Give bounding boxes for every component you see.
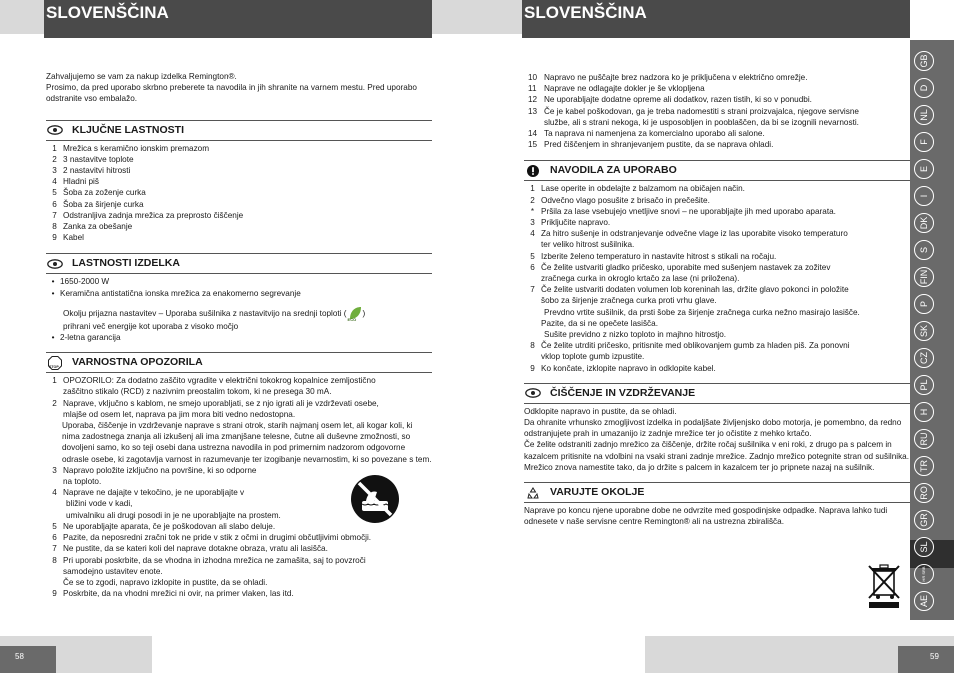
language-tab-gb[interactable]: GB (914, 51, 934, 71)
language-tab-hr-srb[interactable]: HR SRB (914, 564, 934, 584)
list-item: 1 OPOZORILO: Za dodatno zaščito vgradite v električni tokokrog kopalnice zemljostično (52, 376, 376, 386)
features-heading (46, 124, 432, 141)
list-item-cont: zaščitno stikalo (RCD) z nazivnim preostalim tokom, ki ne presega 30 mA. (63, 387, 332, 397)
cleaning-section (524, 383, 910, 473)
product-heading (46, 257, 432, 274)
warnings-continued (524, 72, 910, 150)
page-number-left: 58 (0, 646, 56, 673)
no-bath-warning-icon (350, 474, 400, 528)
instructions-section (524, 160, 910, 373)
list-item: 9 Poskrbite, da na vhodni mrežici ni ovir, na primer vlaken, las itd. (52, 589, 294, 599)
page-number-right: 59 (898, 646, 954, 673)
list-item: * Pršila za lase vsebujejo vnetljive snovi – ne uporabljajte jih med uporabo aparata. (530, 206, 836, 216)
list-item: 2 Odvečno vlago posušite z brisačo in prečešite. (530, 195, 710, 205)
language-tab-nl[interactable]: NL (914, 105, 934, 125)
list-item: 4 Naprave ne dajajte v tekočino, je ne uporabljajte v (52, 488, 245, 498)
language-tab-d[interactable]: D (914, 78, 934, 98)
features-list (46, 143, 432, 244)
list-item-cont: službe, ali s strani nekoga, ki je usposobljen in pooblaščen, da bi se izognili nevarnosti. (544, 117, 859, 127)
list-item: 7 Odstranljiva zadnja mrežica za preprosto čiščenje (52, 210, 244, 220)
list-item: 6 Če želite ustvariti gladko pričesko, uporabite med sušenjem nastavek za zožitev (530, 262, 831, 272)
list-item: 5 Ne uporabljajte aparata, če je poškodovan ali slabo deluje. (52, 521, 276, 531)
list-item: 7 Ne pustite, da se kateri koli del naprave dotakne obraza, vratu ali lasišča. (52, 544, 328, 554)
stop-icon: STOP (46, 357, 64, 369)
list-item: 8 Če želite utrditi pričesko, pritisnite med oblikovanjem gumb za hladen piš. Za ponovni (530, 341, 850, 351)
eye-icon (46, 258, 64, 270)
list-item: 3 2 nastavitvi hitrosti (52, 166, 131, 176)
language-tab-ae[interactable]: AE (914, 591, 934, 611)
list-item: • Keramična antistatična ionska mrežica za enakomerno segrevanje (51, 288, 301, 298)
eye-icon (524, 387, 542, 399)
cleaning-para-1: Odklopite napravo in pustite, da se ohladi. (524, 406, 677, 416)
environment-section (524, 482, 910, 527)
list-item-cont: zračnega curka in okroglo krtačo za lase (ni priložena). (541, 274, 740, 284)
list-item: 8 Zanka za obešanje (52, 222, 133, 232)
list-item: 7 Če želite ustvariti dodaten volumen lob koreninah las, držite glavo pokonci in položite (530, 285, 849, 295)
list-item: 3 Napravo položite izključno na površine, ki so odporne (52, 465, 257, 475)
list-item: 3 Priključite napravo. (530, 218, 611, 228)
language-tab-h[interactable]: H (914, 402, 934, 422)
list-item-cont: bližini vode v kadi, (66, 499, 133, 509)
eco-note: Okolju prijazna nastavitev – Uporaba sušilnika z nastavitvijo na srednji toploti ( ECO ) prihrani več energije kot uporaba z visoko močjo (46, 305, 432, 332)
language-tab-p[interactable]: P (914, 294, 934, 314)
list-item-cont: ter veliko hitrost sušilnika. (541, 240, 635, 250)
list-item: 4 Hladni piš (52, 177, 99, 187)
cleaning-title: ČIŠČENJE IN VZDRŽEVANJE (550, 386, 696, 399)
list-item: 5 Šoba za zoženje curka (52, 188, 146, 198)
language-tab-ru[interactable]: RU (914, 429, 934, 449)
instructions-title: NAVODILA ZA UPORABO (550, 164, 677, 177)
exclamation-icon (524, 165, 542, 177)
list-item-cont: Prevdno vrtite sušilnik, da prsti šobe za širjenje zračnega curka nežno masirajo lasišče. (544, 307, 860, 317)
instructions-heading (524, 164, 910, 181)
language-tab-sl[interactable]: SL (914, 537, 934, 557)
list-item: 2 Naprave, vključno s kablom, ne smejo uporabljati, se z njo igrati ali je vzdrževati osebe, (52, 398, 379, 408)
list-item: 4 Za hitro sušenje in odstranjevanje odvečne vlage iz las uporabite visoko temperaturo (530, 229, 848, 239)
language-tab-sk[interactable]: SK (914, 321, 934, 341)
product-title: LASTNOSTI IZDELKA (72, 257, 180, 270)
language-tab-tr[interactable]: TR (914, 456, 934, 476)
list-item-cont: šobo za širjenje zračnega curka proti vrhu glave. (541, 296, 717, 306)
list-item: 14 Ta naprava ni namenjena za komercialno uporabo ali salone. (528, 129, 765, 139)
list-item-cont: samodejno ustavitev enote. (63, 566, 163, 576)
cleaning-heading (524, 387, 910, 404)
cleaning-para-3: Če želite odstraniti zadnjo mrežico za čiščenje, držite ročaj sušilnika v eni roki, z drugo pa s palcem in kazalcem pritisnite na vdolbini na vsaki strani zadnje mrežice. Zadnjo mrežico potegnite stran od sušilnika. (524, 440, 909, 461)
cleaning-para-4: Mrežico znova namestite tako, da jo držite s palcem in kazalcem ter jo pripnete nazaj na sušilnik. (524, 462, 875, 472)
list-item: 12 Ne uporabljajte dodatne opreme ali dodatkov, razen tistih, ki so v ponudbi. (528, 95, 812, 105)
list-item-cont: Uporaba, čiščenje in vzdrževanje naprave s strani otrok, starih najmanj osem let, ali kogar koli, ki nima zadostnega znanja ali izkušenj ali ima zmanjšane telesne, čutne ali duševne zmožnosti, so dovoljeni samo, ko so teji osebi dana ustrezna navodila in pod primernim nadzorom odgovorne odrasle osebe, ki zagotavlja varnost in razumevanje ter izogibanje nevarnostim, ki so povezane s tem. (62, 421, 432, 464)
language-tab-pl[interactable]: PL (914, 375, 934, 395)
list-item: 9 Ko končate, izklopite napravo in odklopite kabel. (530, 363, 716, 373)
page-title-left: SLOVENŠČINA (44, 0, 432, 38)
warnings-heading (46, 356, 432, 373)
right-column (524, 72, 910, 528)
product-section (46, 253, 432, 343)
environment-title: VARUJTE OKOLJE (550, 486, 645, 499)
list-item: 5 Izberite želeno temperaturo in nastavite hitrost s stikali na ročaju. (530, 251, 777, 261)
language-tab-cz[interactable]: CZ (914, 348, 934, 368)
crossed-bin-icon (866, 563, 902, 613)
intro-line-1: Zahvaljujemo se vam za nakup izdelka Remington®. (46, 72, 237, 81)
features-title: KLJUČNE LASTNOSTI (72, 123, 185, 136)
warnings-title: VARNOSTNA OPOZORILA (72, 356, 203, 369)
list-item: • 1650-2000 W (51, 277, 110, 287)
cleaning-para-2: Da ohranite vrhunsko zmogljivost izdelka in podaljšate življenjsko dobo motorja, je pomembno, da redno odstranjujete prah in umazanijo iz zadnje mrežice ter jo očistite z mehko krtačo. (524, 418, 902, 439)
page-title-right: SLOVENŠČINA (522, 0, 910, 38)
recycle-icon (524, 487, 542, 499)
list-item: 2 3 nastavitve toplote (52, 154, 134, 164)
list-item-cont: Sušite previdno z nizko toploto in majhno hitrostjo. (544, 330, 727, 340)
list-item: 1 Lase operite in obdelajte z balzamom na običajen način. (530, 184, 745, 194)
list-item-cont: umivalniku ali drugi posodi in je ne uporabljajte na prostem. (66, 510, 281, 520)
list-item: 11 Naprave ne odlagajte dokler je še vklopljena (528, 84, 705, 94)
intro-line-2: Prosimo, da pred uporabo skrbno preberete ta navodila in jih shranite na varnem mestu. Pred uporabo odstranite vso embalažo. (46, 83, 417, 104)
list-item: 1 Mrežica s keramično ionskim premazom (52, 143, 210, 153)
list-item: 13 Če je kabel poškodovan, ga je treba nadomestiti s strani proizvajalca, njegove servisne (528, 106, 859, 116)
language-tab-s[interactable]: S (914, 240, 934, 260)
list-item-cont: mlajše od osem let, naprava pa jim mora biti vedno nedostopna. (63, 409, 296, 419)
language-tab-fin[interactable]: FIN (914, 267, 934, 287)
language-tab-ro[interactable]: RO (914, 483, 934, 503)
language-tab-i[interactable]: I (914, 186, 934, 206)
language-tab-f[interactable]: F (914, 132, 934, 152)
language-tab-dk[interactable]: DK (914, 213, 934, 233)
environment-heading (524, 486, 910, 503)
list-item: 8 Pri uporabi poskrbite, da se vhodna in izhodna mrežica ne zamašita, saj to povzroči (52, 555, 366, 565)
language-tab-e[interactable]: E (914, 159, 934, 179)
list-item: 9 Kabel (52, 233, 84, 243)
list-item-cont: Če se to zgodi, napravo izklopite in pustite, da se ohladi. (63, 577, 268, 587)
environment-para: Naprave po koncu njene uporabne dobe ne odvrzite med gospodinjske odpadke. Naprava lahko tudi odnesete v naše servisne centre Remington® ali na ustrezna zbirališča. (524, 506, 888, 527)
features-section (46, 120, 432, 244)
list-item: 15 Pred čiščenjem in shranjevanjem pustite, da se naprava ohladi. (528, 140, 774, 150)
list-item-cont: Pazite, da si ne opečete lasišča. (541, 318, 658, 328)
eye-icon (46, 124, 64, 136)
language-tab-gr[interactable]: GR (914, 510, 934, 530)
list-item: 6 Šoba za širjenje curka (52, 199, 144, 209)
list-item: 10 Napravo ne puščajte brez nadzora ko je priključena v električno omrežje. (528, 73, 808, 82)
eco-leaf-icon: ECO (347, 305, 363, 321)
list-item: • 2-letna garancija (51, 333, 121, 343)
list-item: 6 Pazite, da neposredni zračni tok ne pride v stik z očmi in drugimi občutljivimi območji. (52, 533, 372, 543)
list-item-cont: vklop toplote gumb izpustite. (541, 352, 645, 362)
list-item-cont: na toploto. (63, 477, 102, 487)
